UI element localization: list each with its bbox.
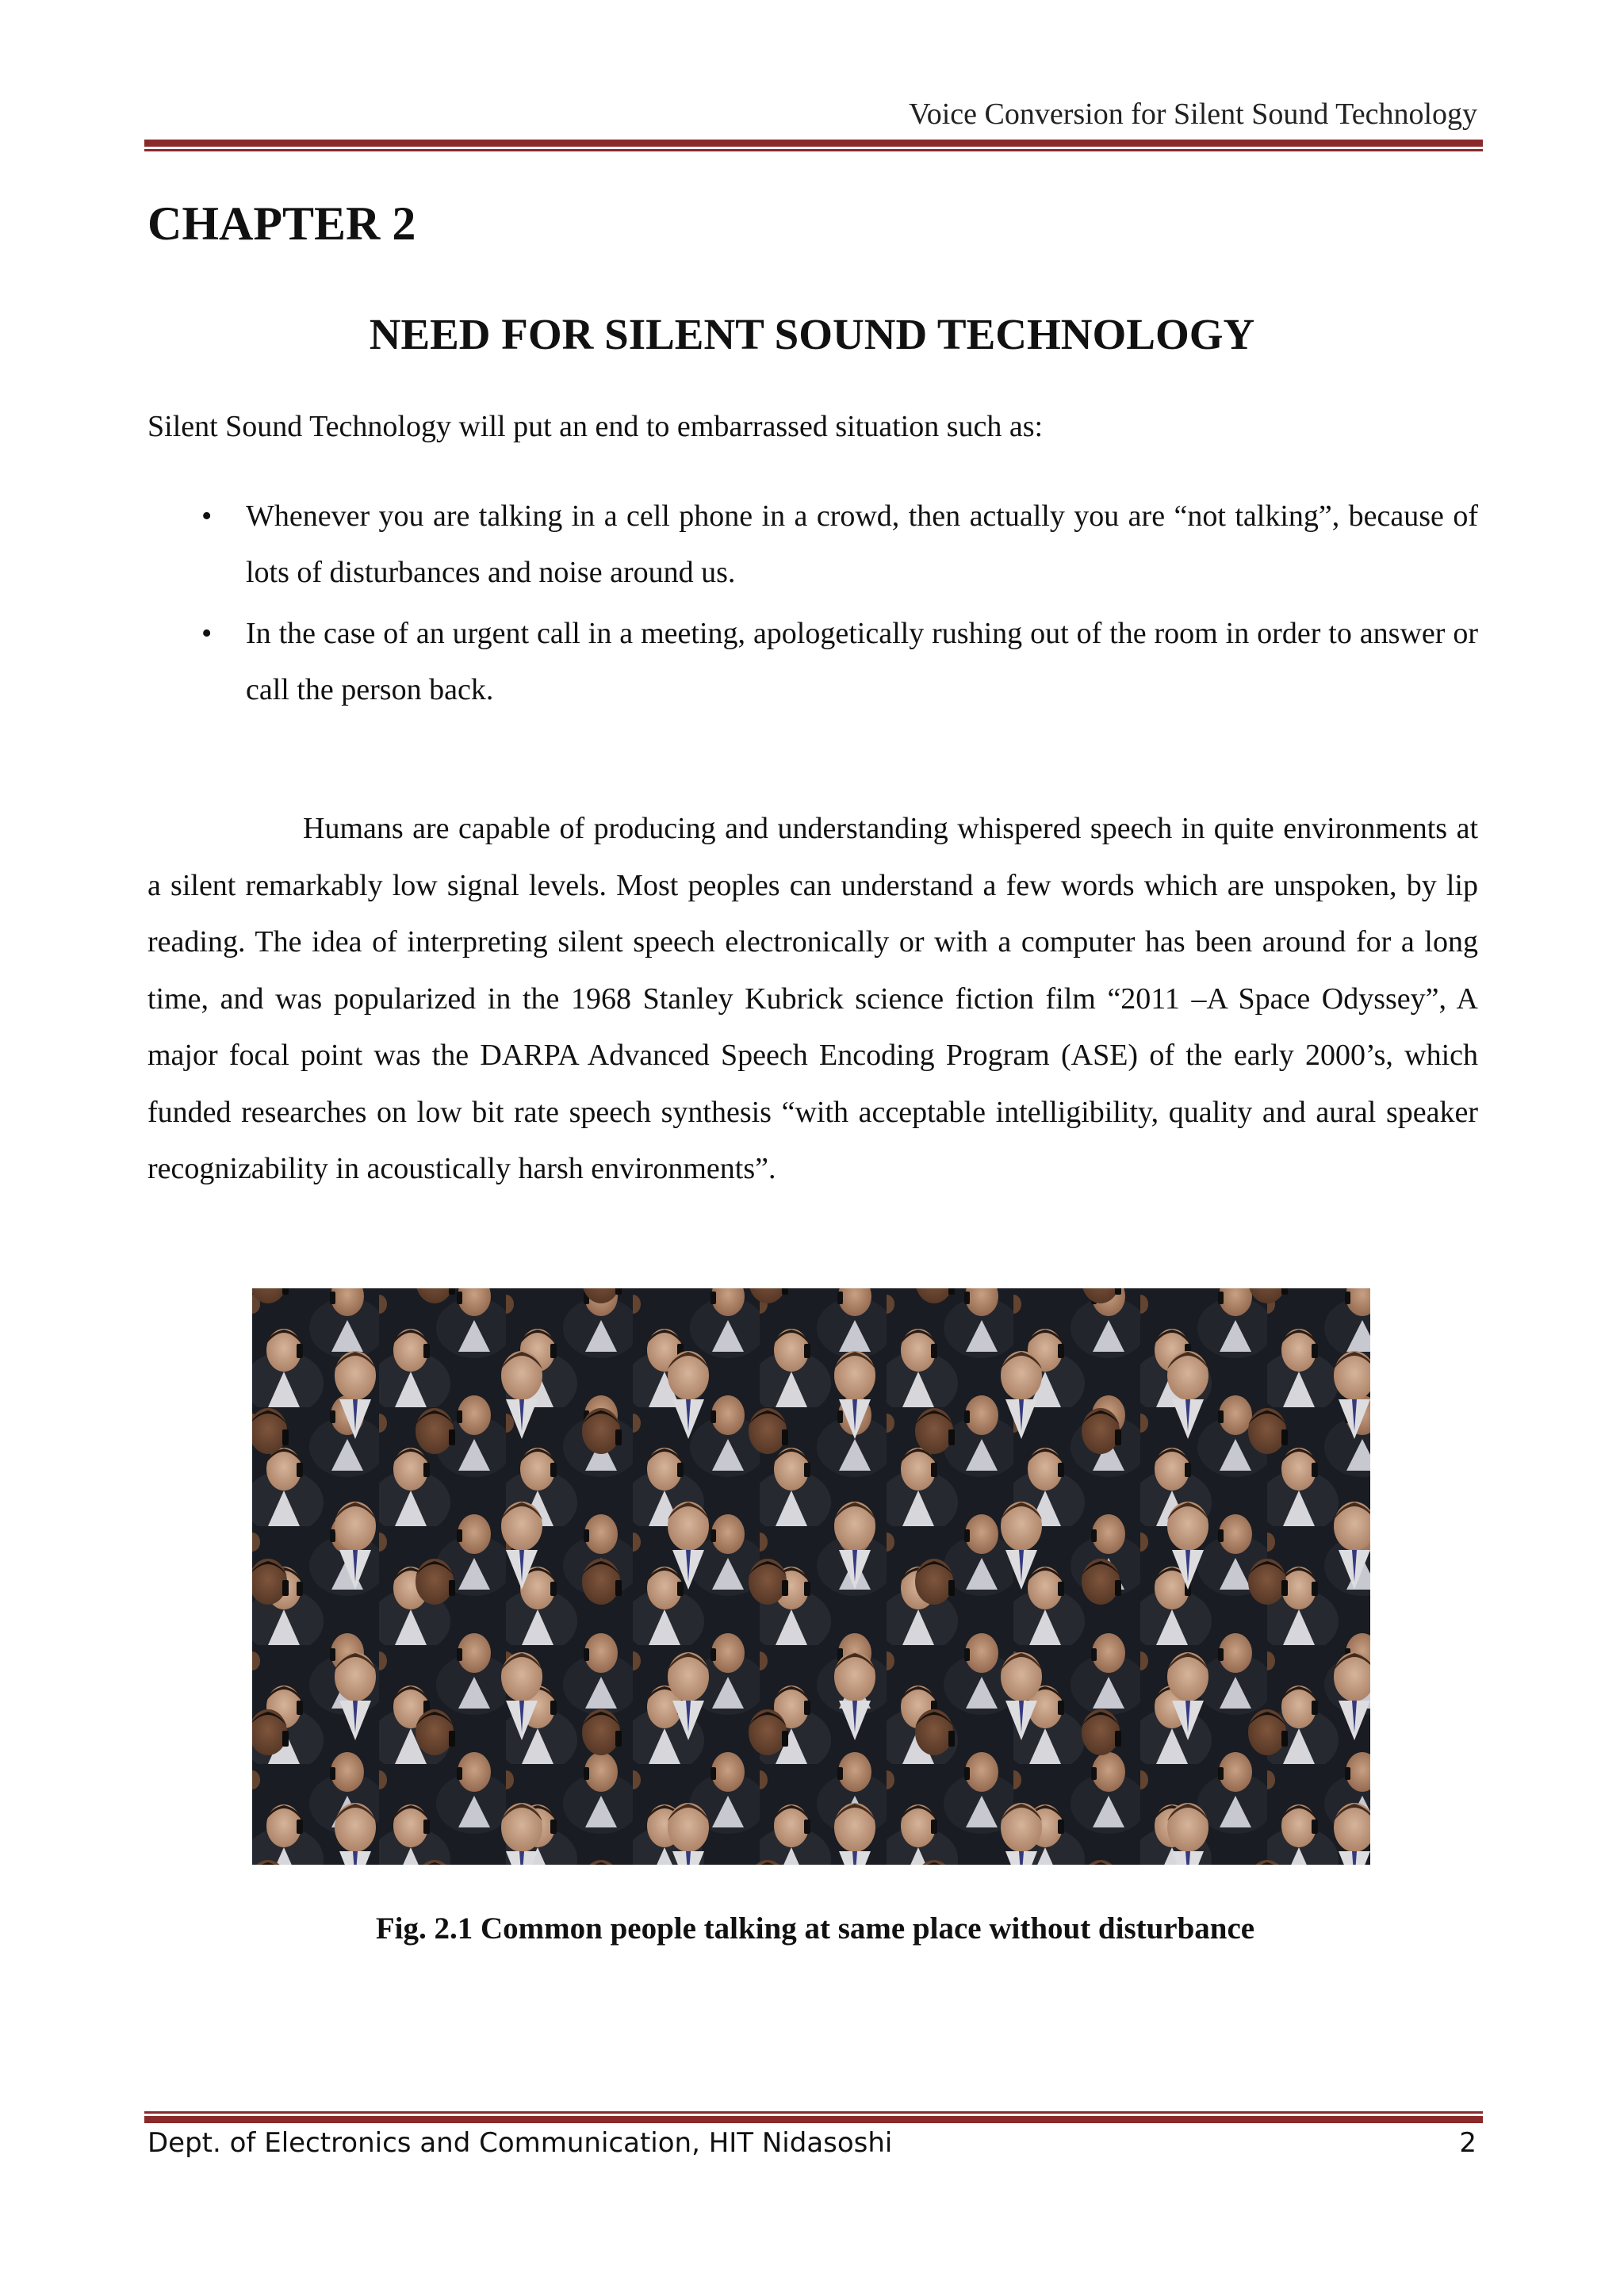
footer-rule [144, 2111, 1483, 2123]
bullet-list [147, 488, 1478, 723]
crowd-photo [252, 1288, 1370, 1865]
list-item [147, 488, 1478, 601]
intro-text: Silent Sound Technology will put an end to embarrassed situation such as: [147, 410, 1044, 443]
list-item [147, 606, 1478, 718]
header-rule [144, 140, 1483, 151]
footer-department: Dept. of Electronics and Communication, HIT Nidasoshi [147, 2127, 893, 2159]
bullet-icon: • [201, 499, 213, 533]
running-header-title: Voice Conversion for Silent Sound Technology [909, 98, 1477, 131]
body-paragraph: Humans are capable of producing and understanding whispered speech in quite environments at a silent remarkably low signal levels. Most peoples can understand a few words which are unspoken, by lip reading. The idea of interpreting silent speech electronically or with a computer has been around for a long time, and was popularized in the 1968 Stanley Kubrick science fiction film “2011 –A Space Odyssey”, A major focal point was the DARPA Advanced Speech Encoding Program (ASE) of the early 2000’s, which funded researches on low bit rate speech synthesis “with acceptable intelligibility, quality and aural speaker recognizability in acoustically harsh environments”. [147, 812, 1478, 1185]
page-number: 2 [1459, 2127, 1477, 2159]
bullet-icon: • [201, 617, 213, 650]
list-item-text: Whenever you are talking in a cell phone in a crowd, then actually you are “not talking”, because of lots of disturbances and noise around us. [246, 499, 1478, 589]
chapter-label: CHAPTER 2 [147, 197, 416, 250]
section-title: NEED FOR SILENT SOUND TECHNOLOGY [369, 310, 1255, 358]
list-item-text: In the case of an urgent call in a meeting, apologetically rushing out of the room in order to answer or call the person back. [246, 617, 1478, 706]
figure-caption: Fig. 2.1 Common people talking at same place without disturbance [375, 1911, 1255, 1946]
crowd-photo-illustration [252, 1288, 1370, 1865]
